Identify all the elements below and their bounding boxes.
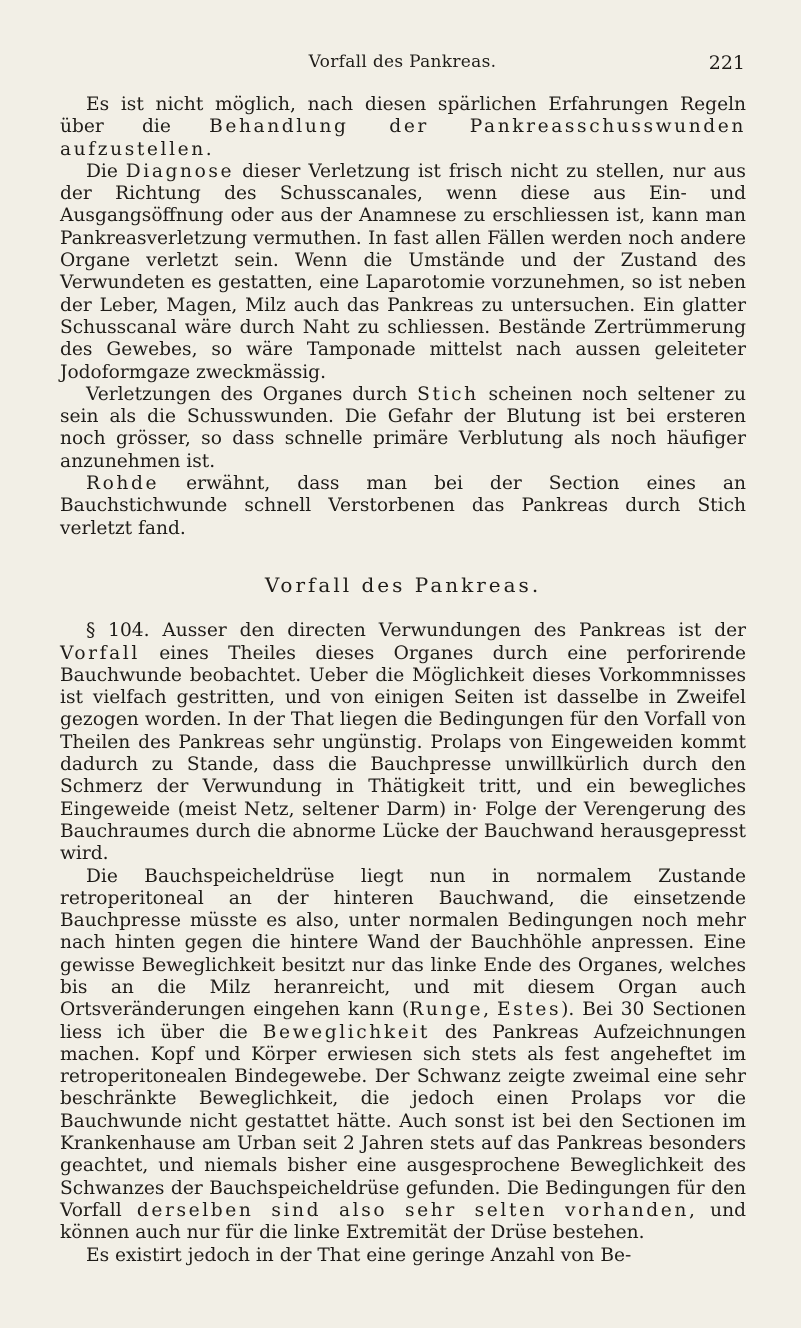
text-run: Die — [86, 160, 126, 182]
paragraph-diagnose — [60, 161, 746, 384]
text-run: § 104. Ausser den directen Verwundungen des Pankreas ist der — [86, 620, 746, 642]
author-rohde: Rohde — [86, 473, 160, 495]
text-run: Es ist nicht möglich, nach diesen spärlichen Erfahrungen Regeln über die — [60, 94, 746, 138]
text-run: des Pankreas Aufzeichnungen machen. Kopf und Körper erwiesen sich stets als fest angeheftet im retroperitonealen Bindegewebe. Der Schwanz zeigte zweimal eine sehr beschränkte Beweglichkeit, die jedoch einen Prolaps vor die Bauchwunde nicht gestattet hätte. Auch sonst ist bei den Sectionen im Krankenhause am Urban seit 2 Jahren stets auf das Pankreas besonders geachtet, und niemals bisher eine ausgesprochene Beweglichkeit des Schwanzes der Bauchspeicheldrüse gefunden. Die Bedingungen für den Vorfall — [60, 1021, 746, 1221]
paragraph-rohde — [60, 473, 746, 540]
emphasis-stich: Stich — [417, 383, 479, 405]
emphasis-selten-vorhanden: derselben sind also sehr selten vorhanden — [136, 1199, 689, 1221]
text-run: Die Bauchspeicheldrüse liegt nun in normalem Zustande retroperitoneal an der hinteren Bauchwand, die einsetzende Bauchpresse müsste es also, unter normalen Bedingungen noch mehr nach hinten gegen die hintere Wand der Bauchhöhle anpressen. Eine gewisse Beweglichkeit besitzt nur das linke Ende des Organes, welches bis an die Milz heranreicht, und mit diesem Organ auch Ortsveränderungen eingehen kann ( — [60, 865, 746, 1021]
text-run: scheinen noch seltener zu sein als die Schusswunden. Die Gefahr der Blutung ist bei ersteren noch grösser, so dass schnelle primäre Verblutung als noch häufiger anzunehmen ist. — [60, 383, 746, 472]
page-number: 221 — [708, 52, 745, 74]
author-runge: Runge — [409, 999, 484, 1021]
section-heading: Vorfall des Pankreas. — [264, 572, 542, 597]
page-header — [60, 52, 745, 82]
text-run: Verletzungen des Organes durch — [86, 383, 418, 405]
paragraph-stichverletzung — [60, 384, 746, 473]
body-text — [60, 94, 746, 1267]
text-run: erwähnt, dass man bei der Section eines an Bauchstichwunde schnell Verstorbenen das Pankreas durch Stich verletzt fand. — [60, 473, 746, 539]
emphasis-beweglichkeit: Beweglichkeit — [262, 1021, 430, 1043]
text-run: , — [483, 999, 497, 1021]
paragraph-bauchspeicheldruese — [60, 866, 746, 1245]
text-run: ). Bei 30 Sectionen liess ich über die — [60, 999, 746, 1043]
text-run: , und können auch nur für die linke Extremität der Drüse bestehen. — [60, 1199, 746, 1244]
text-run: Es existirt jedoch in der That eine geringe Anzahl von Be- — [86, 1244, 632, 1266]
emphasis-behandlung: Behandlung der Pankreasschusswunden aufzustellen. — [60, 116, 746, 160]
paragraph-final — [60, 1245, 746, 1267]
paragraph-schusswunden-regeln — [60, 94, 746, 161]
emphasis-vorfall: Vorfall — [60, 642, 140, 664]
text-run: dieser Verletzung ist frisch nicht zu stellen, nur aus der Richtung des Schusscanales, wenn diese aus Ein- und Ausgangsöffnung oder aus der Anamnese zu erschliessen ist, kann man Pankreasverletzung vermuthen. In fast allen Fällen werden noch andere Organe verletzt sein. Wenn die Umstände und der Zustand des Verwundeten es gestatten, eine Laparotomie vorzunehmen, so ist neben der Leber, Magen, Milz auch das Pankreas zu untersuchen. Ein glatter Schusscanal wäre durch Naht zu schliessen. Bestände Zertrümmerung des Gewebes, so wäre Tamponade mittelst nach aussen geleiteter Jodoformgaze zweckmässig. — [60, 160, 746, 383]
running-head: Vorfall des Pankreas. — [308, 52, 497, 72]
text-run: eines Theiles dieses Organes durch eine perforirende Bauchwunde beobachtet. Ueber die Möglichkeit dieses Vorkommnisses ist vielfach gestritten, und von einigen Seiten ist dasselbe in Zweifel gezogen worden. In der That liegen die Bedingungen für den Vorfall von Theilen des Pankreas sehr ungünstig. Prolaps von Eingeweiden kommt dadurch zu Stande, dass die Bauchpresse unwillkürlich durch den Schmerz der Verwundung in Thätigkeit tritt, und ein bewegliches Eingeweide (meist Netz, seltener Darm) in· Folge der Verengerung des Bauchraumes durch die abnorme Lücke der Bauchwand herausgepresst wird. — [60, 642, 746, 865]
emphasis-diagnose: Diagnose — [125, 160, 235, 182]
paragraph-section-104 — [60, 620, 746, 865]
author-estes: Estes — [496, 999, 562, 1021]
